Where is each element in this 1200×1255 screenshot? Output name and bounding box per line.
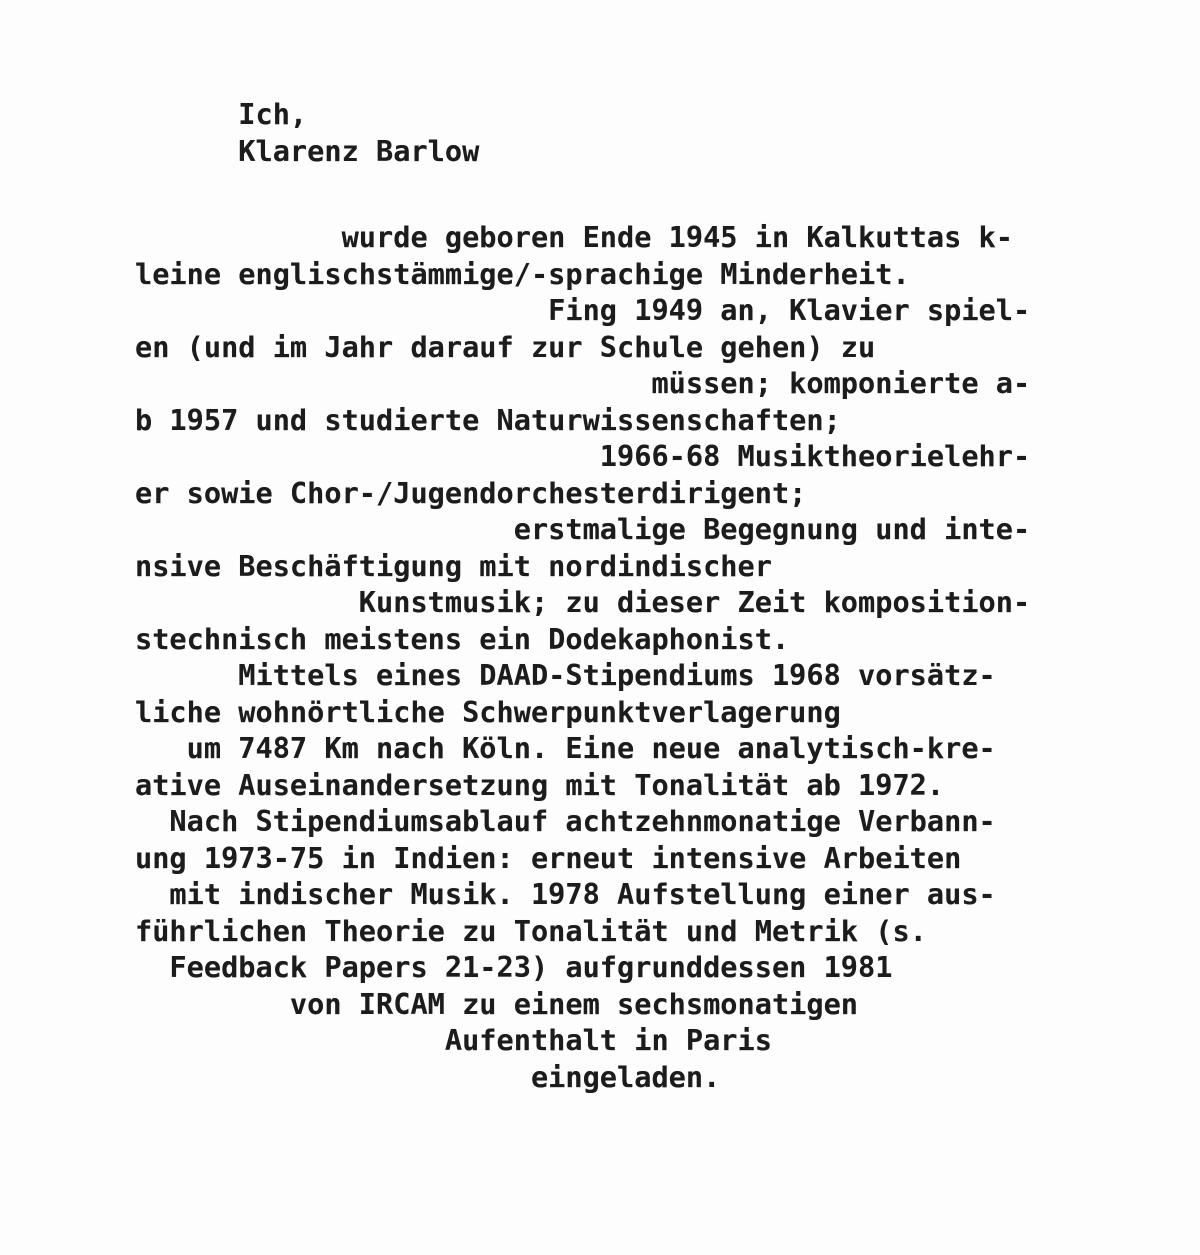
- text-line: Nach Stipendiumsablauf achtzehnmonatige Verbann-: [135, 804, 996, 838]
- text-line: von IRCAM zu einem sechsmonatigen: [135, 986, 859, 1021]
- text-line: erstmalige Begegnung und inte-: [135, 512, 1031, 546]
- text-line: Klarenz Barlow: [135, 133, 480, 168]
- text-line: ative Auseinandersetzung mit Tonalität ab 1972.: [135, 767, 945, 802]
- text-line: stechnisch meistens ein Dodekaphonist.: [135, 621, 790, 656]
- text-line: leine englischstämmige/-sprachige Minderheit.: [135, 256, 910, 291]
- text-line: er sowie Chor-/Jugendorchesterdirigent;: [135, 475, 807, 510]
- text-line: Kunstmusik; zu dieser Zeit komposition-: [135, 585, 1031, 619]
- text-line: wurde geboren Ende 1945 in Kalkuttas k-: [135, 220, 1013, 254]
- text-line: 1966-68 Musiktheorielehr-: [135, 439, 1031, 473]
- text-line: führlichen Theorie zu Tonalität und Metrik (s.: [135, 913, 927, 948]
- text-line: Fing 1949 an, Klavier spiel-: [135, 293, 1031, 327]
- text-line: Aufenthalt in Paris: [135, 1023, 772, 1057]
- text-line: b 1957 und studierte Naturwissenschaften;: [135, 402, 841, 437]
- text-line: mit indischer Musik. 1978 Aufstellung einer aus-: [135, 877, 996, 911]
- text-line: müssen; komponierte a-: [135, 366, 1031, 400]
- text-line: ung 1973-75 in Indien: erneut intensive Arbeiten: [135, 840, 962, 875]
- text-line: liche wohnörtliche Schwerpunktverlagerung: [135, 694, 841, 729]
- text-line: nsive Beschäftigung mit nordindischer: [135, 548, 772, 583]
- text-line: eingeladen.: [135, 1059, 721, 1094]
- body-text-block: [135, 219, 1030, 1095]
- title-block: [135, 96, 479, 169]
- text-line: Mittels eines DAAD-Stipendiums 1968 vorsätz-: [135, 658, 996, 692]
- text-line: um 7487 Km nach Köln. Eine neue analytisch-kre-: [135, 731, 996, 765]
- text-line: en (und im Jahr darauf zur Schule gehen) zu: [135, 329, 876, 364]
- text-line: Feedback Papers 21-23) aufgrunddessen 1981: [135, 950, 893, 984]
- text-line: Ich,: [135, 97, 308, 131]
